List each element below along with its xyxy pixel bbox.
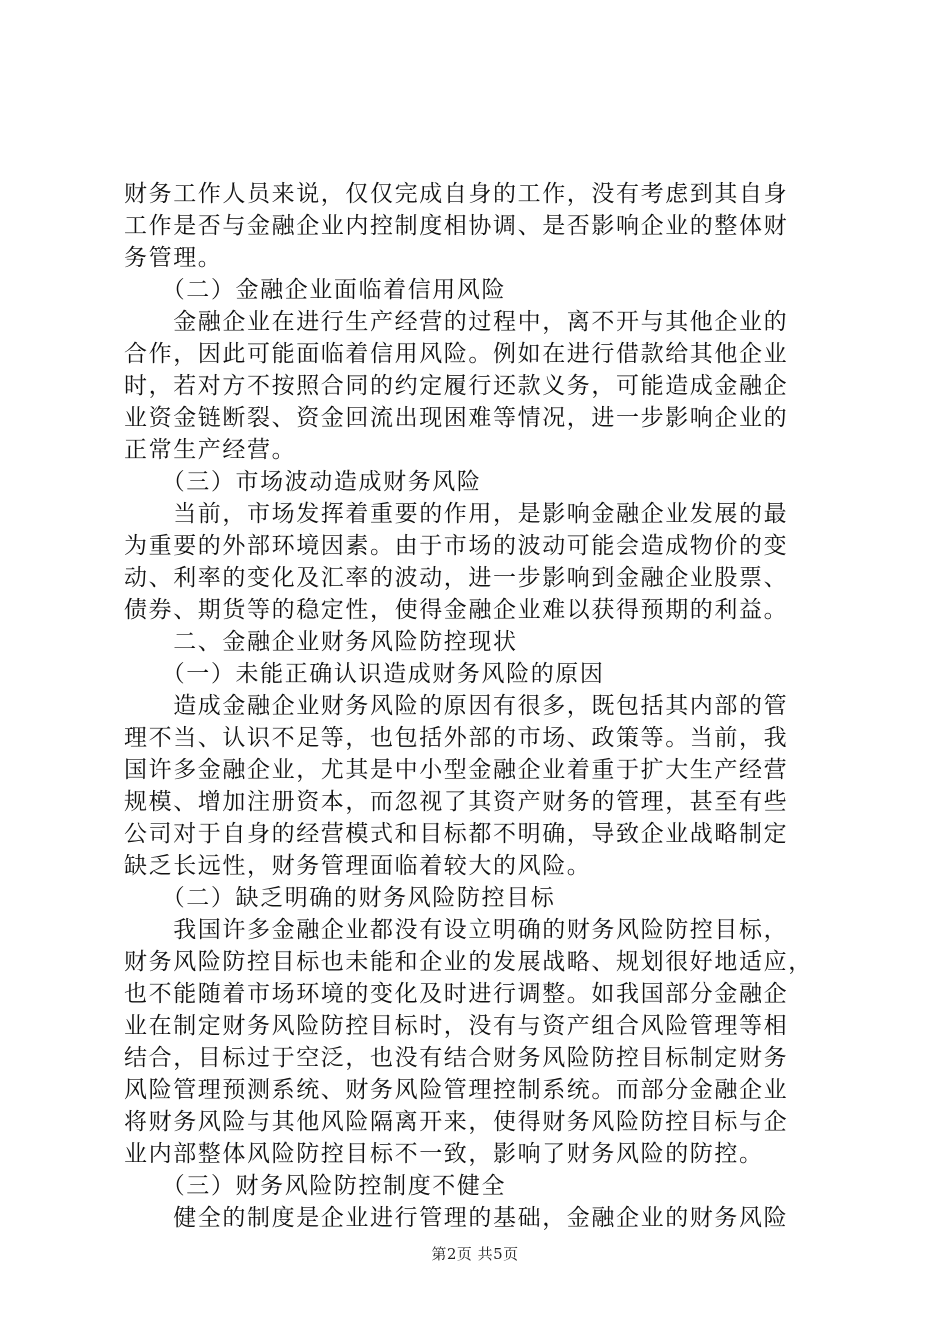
text-line: 当前，市场发挥着重要的作用，是影响金融企业发展的最	[124, 501, 789, 527]
text-line: 工作是否与金融企业内控制度相协调、是否影响企业的整体财	[124, 213, 789, 239]
section-heading: （三）财务风险防控制度不健全	[124, 1173, 507, 1199]
section-heading: （一）未能正确认识造成财务风险的原因	[124, 661, 605, 687]
section-heading: （三）市场波动造成财务风险	[124, 469, 482, 495]
text-line: 风险管理预测系统、财务风险管理控制系统。而部分金融企业	[124, 1077, 789, 1103]
text-line: 缺乏长远性，财务管理面临着较大的风险。	[124, 853, 592, 879]
text-line: 财务工作人员来说，仅仅完成自身的工作，没有考虑到其自身	[124, 181, 789, 207]
text-line: 合作，因此可能面临着信用风险。例如在进行借款给其他企业	[124, 341, 789, 367]
text-line: 公司对于自身的经营模式和目标都不明确，导致企业战略制定	[124, 821, 789, 847]
text-line: 也不能随着市场环境的变化及时进行调整。如我国部分金融企	[124, 981, 789, 1007]
text-line: 财务风险防控目标也未能和企业的发展战略、规划很好地适应，	[124, 949, 813, 975]
text-line: 业内部整体风险防控目标不一致，影响了财务风险的防控。	[124, 1141, 764, 1167]
section-heading: （二）金融企业面临着信用风险	[124, 277, 507, 303]
text-line: 国许多金融企业，尤其是中小型金融企业着重于扩大生产经营	[124, 757, 789, 783]
chapter-heading: 二、金融企业财务风险防控现状	[124, 629, 518, 655]
text-line: 理不当、认识不足等，也包括外部的市场、政策等。当前，我	[124, 725, 789, 751]
text-line: 我国许多金融企业都没有设立明确的财务风险防控目标，	[124, 917, 789, 943]
text-line: 健全的制度是企业进行管理的基础，金融企业的财务风险	[124, 1205, 789, 1231]
text-line: 债券、期货等的稳定性，使得金融企业难以获得预期的利益。	[124, 597, 789, 623]
text-line: 为重要的外部环境因素。由于市场的波动可能会造成物价的变	[124, 533, 789, 559]
body-text	[124, 178, 836, 1234]
text-line: 造成金融企业财务风险的原因有很多，既包括其内部的管	[124, 693, 789, 719]
text-line: 业在制定财务风险防控目标时，没有与资产组合风险管理等相	[124, 1013, 789, 1039]
text-line: 业资金链断裂、资金回流出现困难等情况，进一步影响企业的	[124, 405, 789, 431]
text-line: 正常生产经营。	[124, 437, 297, 463]
text-line: 金融企业在进行生产经营的过程中，离不开与其他企业的	[124, 309, 789, 335]
text-line: 规模、增加注册资本，而忽视了其资产财务的管理，甚至有些	[124, 789, 789, 815]
page-footer: 第2页 共5页	[431, 1245, 519, 1263]
text-line: 时，若对方不按照合同的约定履行还款义务，可能造成金融企	[124, 373, 789, 399]
text-line: 结合，目标过于空泛，也没有结合财务风险防控目标制定财务	[124, 1045, 789, 1071]
text-line: 动、利率的变化及汇率的波动，进一步影响到金融企业股票、	[124, 565, 789, 591]
section-heading: （二）缺乏明确的财务风险防控目标	[124, 885, 556, 911]
text-line: 将财务风险与其他风险隔离开来，使得财务风险防控目标与企	[124, 1109, 789, 1135]
text-line: 务管理。	[124, 245, 223, 271]
